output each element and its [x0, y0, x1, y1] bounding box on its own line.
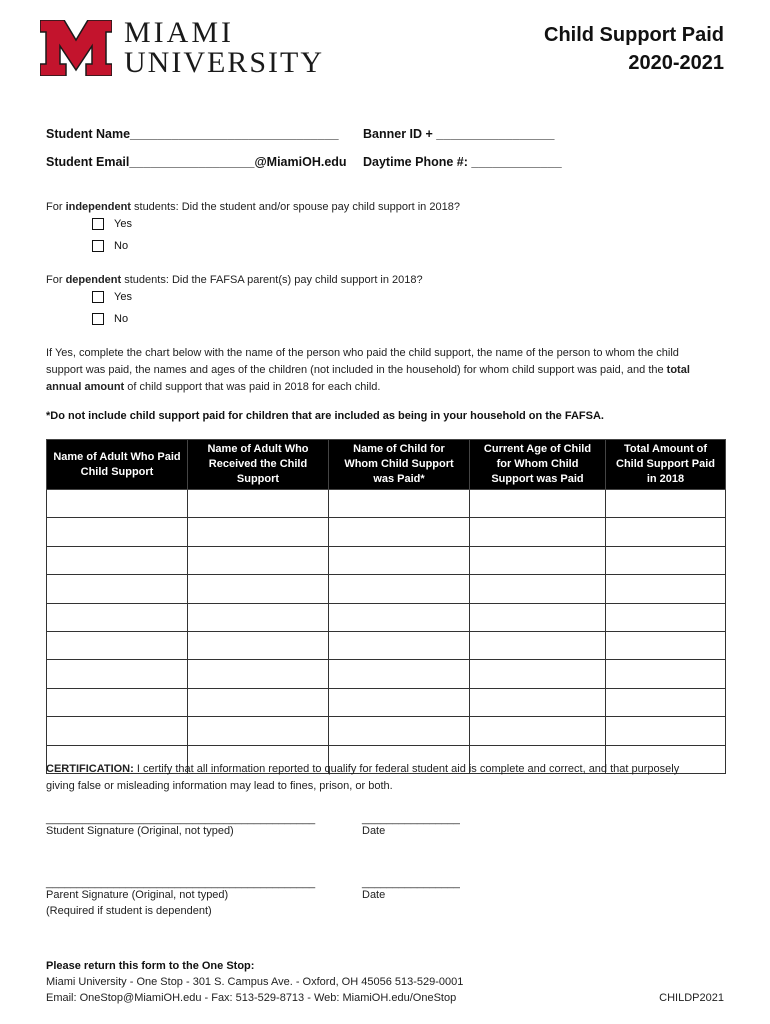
table-cell[interactable] [47, 631, 188, 659]
table-cell[interactable] [329, 717, 470, 745]
table-cell[interactable] [329, 575, 470, 603]
q2-no-option[interactable] [92, 313, 128, 325]
daytime-phone-field[interactable]: Daytime Phone #: _____________ [363, 155, 562, 169]
table-cell[interactable] [606, 490, 726, 518]
q1-no-checkbox[interactable] [92, 240, 104, 252]
table-row [47, 660, 726, 688]
q1-prefix: For [46, 201, 66, 213]
table-cell[interactable] [329, 490, 470, 518]
table-cell[interactable] [47, 688, 188, 716]
table-row [47, 603, 726, 631]
child-support-table [46, 439, 726, 774]
table-cell[interactable] [188, 546, 329, 574]
form-title: Child Support Paid [544, 24, 724, 46]
logo-university-text: UNIVERSITY [124, 46, 324, 79]
table-cell[interactable] [188, 660, 329, 688]
table-cell[interactable] [188, 688, 329, 716]
table-cell[interactable] [606, 717, 726, 745]
table-cell[interactable] [329, 518, 470, 546]
parent-signature-note: (Required if student is dependent) [46, 905, 212, 917]
table-cell[interactable] [329, 546, 470, 574]
table-cell[interactable] [470, 660, 606, 688]
table-row [47, 631, 726, 659]
q2-yes-label: Yes [114, 291, 132, 303]
table-cell[interactable] [47, 660, 188, 688]
q2-yes-checkbox[interactable] [92, 291, 104, 303]
instructions-emphasis: total annual amount [46, 364, 690, 393]
banner-id-field[interactable]: Banner ID + _________________ [363, 127, 555, 141]
table-cell[interactable] [47, 575, 188, 603]
table-cell[interactable] [188, 631, 329, 659]
table-cell[interactable] [606, 688, 726, 716]
q2-no-label: No [114, 313, 129, 325]
parent-date-label: Date [362, 889, 386, 901]
table-row [47, 575, 726, 603]
table-cell[interactable] [188, 717, 329, 745]
q1-emphasis: independent [65, 201, 131, 213]
q2-no-checkbox[interactable] [92, 313, 104, 325]
table-cell[interactable] [470, 717, 606, 745]
q2-yes-option[interactable] [92, 291, 132, 303]
student-signature-line[interactable]: ____________________________________________ [46, 813, 316, 825]
miami-m-logo-icon [40, 20, 112, 76]
table-row [47, 490, 726, 518]
form-year: 2020-2021 [628, 52, 724, 74]
table-cell[interactable] [606, 631, 726, 659]
col-header-total-amount: Total Amount of Child Support Paid in 2018 [606, 440, 726, 490]
table-cell[interactable] [470, 490, 606, 518]
student-signature-label: Student Signature (Original, not typed) [46, 825, 234, 837]
fafsa-note: *Do not include child support paid for children that are included as being in your household on the FAFSA. [46, 410, 604, 422]
table-cell[interactable] [329, 688, 470, 716]
table-cell[interactable] [47, 546, 188, 574]
table-cell[interactable] [606, 546, 726, 574]
logo-miami-text: MIAMI [124, 16, 234, 49]
table-cell[interactable] [329, 631, 470, 659]
parent-date-line[interactable]: ________________ [362, 877, 460, 889]
parent-signature-label: Parent Signature (Original, not typed) [46, 889, 229, 901]
student-name-field[interactable]: Student Name______________________________ [46, 127, 339, 141]
table-cell[interactable] [47, 603, 188, 631]
table-cell[interactable] [329, 603, 470, 631]
col-header-adult-received: Name of Adult Who Received the Child Support [188, 440, 329, 490]
q2-emphasis: dependent [65, 274, 122, 286]
student-date-line[interactable]: ________________ [362, 813, 460, 825]
q2-text: students: Did the FAFSA parent(s) pay child support in 2018? [121, 274, 423, 286]
form-code: CHILDP2021 [659, 992, 724, 1004]
instructions-part1: If Yes, complete the chart below with the name of the person who paid the child support, the name of the person to whom the child support was paid, the names and ages of the children (not included in the household) for whom child support was paid, and the [46, 347, 679, 376]
office-address: Miami University - One Stop - 301 S. Campus Ave. - Oxford, OH 45056 513-529-0001 [46, 976, 464, 988]
office-contact: Email: OneStop@MiamiOH.edu - Fax: 513-529-8713 - Web: MiamiOH.edu/OneStop [46, 992, 457, 1004]
dependent-question [46, 272, 423, 289]
q1-yes-label: Yes [114, 218, 132, 230]
q2-prefix: For [46, 274, 66, 286]
col-header-child-age: Current Age of Child for Whom Child Support was Paid [470, 440, 606, 490]
instructions-part2: of child support that was paid in 2018 for each child. [124, 381, 381, 393]
table-row [47, 518, 726, 546]
table-row [47, 717, 726, 745]
table-header-row [47, 440, 726, 490]
certification-statement [46, 761, 706, 795]
table-cell[interactable] [470, 688, 606, 716]
col-header-child-name: Name of Child for Whom Child Support was Paid* [329, 440, 470, 490]
q1-no-label: No [114, 240, 129, 252]
independent-question [46, 199, 460, 216]
table-cell[interactable] [470, 603, 606, 631]
table-cell[interactable] [470, 631, 606, 659]
certification-text: I certify that all information reported to qualify for federal student aid is complete and correct, and that purposely giving false or misleading information may lead to fines, prison, or both. [46, 763, 680, 792]
table-cell[interactable] [47, 717, 188, 745]
table-cell[interactable] [606, 660, 726, 688]
q1-no-option[interactable] [92, 240, 128, 252]
table-cell[interactable] [606, 575, 726, 603]
table-cell[interactable] [188, 603, 329, 631]
student-email-field[interactable]: Student Email__________________@MiamiOH.edu [46, 155, 347, 169]
q1-text: students: Did the student and/or spouse pay child support in 2018? [130, 201, 460, 213]
col-header-adult-paid: Name of Adult Who Paid Child Support [47, 440, 188, 490]
table-cell[interactable] [606, 518, 726, 546]
table-cell[interactable] [188, 490, 329, 518]
table-row [47, 688, 726, 716]
table-cell[interactable] [470, 518, 606, 546]
table-cell[interactable] [47, 518, 188, 546]
table-cell[interactable] [47, 490, 188, 518]
q1-yes-option[interactable] [92, 218, 132, 230]
instructions-paragraph [46, 345, 716, 396]
table-cell[interactable] [329, 660, 470, 688]
table-cell[interactable] [470, 546, 606, 574]
student-date-label: Date [362, 825, 386, 837]
table-cell[interactable] [188, 518, 329, 546]
q1-yes-checkbox[interactable] [92, 218, 104, 230]
return-instructions: Please return this form to the One Stop: [46, 960, 255, 972]
certification-label: CERTIFICATION: [46, 763, 134, 775]
table-cell[interactable] [606, 603, 726, 631]
parent-signature-line[interactable]: ____________________________________________ [46, 877, 316, 889]
table-row [47, 546, 726, 574]
table-cell[interactable] [188, 575, 329, 603]
table-cell[interactable] [470, 575, 606, 603]
